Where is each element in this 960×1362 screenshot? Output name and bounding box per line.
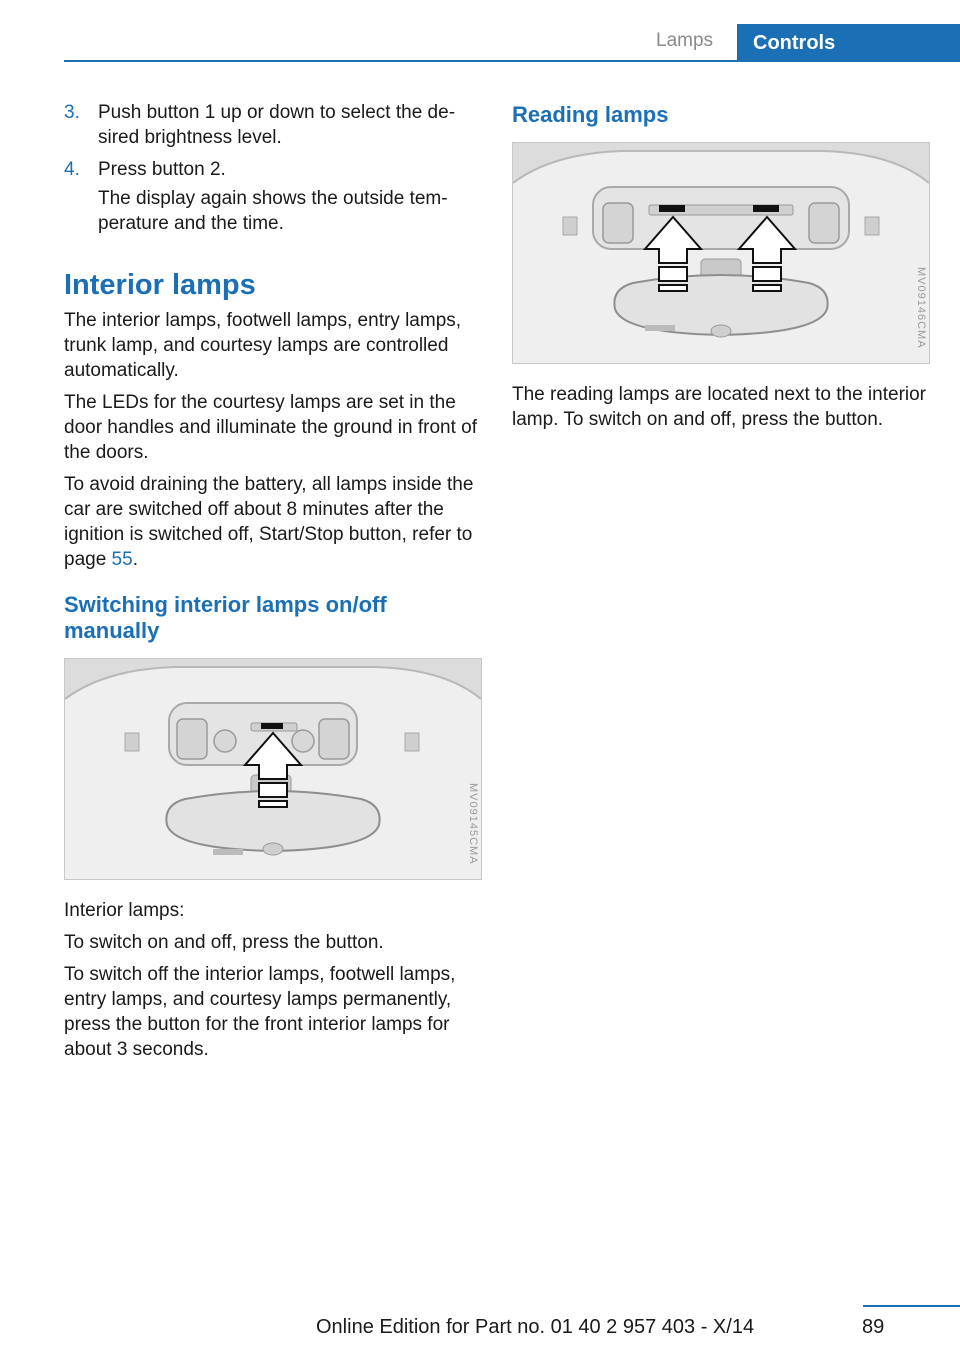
figure-code: MV09146CMA [915,267,927,349]
manual-paragraph-1: Interior lamps: [64,900,185,921]
battery-text: To avoid draining the battery, all lamps inside the car are switched off about 8 minutes after the ignition is switched off, Start/Stop button, refer to page [64,474,474,570]
manual-paragraph-3: To switch off the interior lamps, footwell lamps, entry lamps, and courtesy lamps permanently, press the button for the front interior lamps for about 3 seconds. [64,964,456,1060]
left-column [64,100,482,1069]
reading-paragraph-1: The reading lamps are located next to the interior lamp. To switch on and off, press the button. [512,384,927,430]
step-text: Press button 2. [98,159,226,180]
interior-paragraph-3 [64,472,482,572]
interior-lamp-illustration [65,659,481,879]
manual-switching-heading: Switching interior lamps on/off manually [64,592,387,643]
step-number: 3. [64,102,80,123]
interior-lamp-figure [64,658,482,880]
step-3 [64,100,482,150]
reading-lamp-illustration [513,143,929,363]
page-link[interactable]: 55 [111,549,133,570]
manual-paragraph-2: To switch on and off, press the button. [64,932,384,953]
footer-edition: Online Edition for Part no. 01 40 2 957 403 - X/14 [316,1316,755,1338]
page-number: 89 [862,1316,885,1338]
step-4-detail: The display again shows the outside temperature and the time. [98,188,448,234]
step-4 [64,157,482,182]
footer-rule [863,1305,960,1307]
reading-lamps-heading: Reading lamps [512,102,669,127]
period: . [132,549,138,570]
interior-paragraph-2: The LEDs for the courtesy lamps are set in the door handles and illuminate the ground in front of the doors. [64,392,477,463]
header-chapter-tab: Controls [737,24,960,62]
interior-lamps-heading: Interior lamps [64,269,256,301]
step-number: 4. [64,159,80,180]
right-column [512,100,930,439]
interior-paragraph-1: The interior lamps, footwell lamps, entry lamps, trunk lamp, and courtesy lamps are controlled automatically. [64,310,462,381]
reading-lamp-figure [512,142,930,364]
header-section: Lamps [656,30,714,51]
figure-code: MV09145CMA [467,783,479,865]
header-rule [64,60,960,62]
step-text: Push button 1 up or down to select the desired brightness level. [98,102,456,148]
